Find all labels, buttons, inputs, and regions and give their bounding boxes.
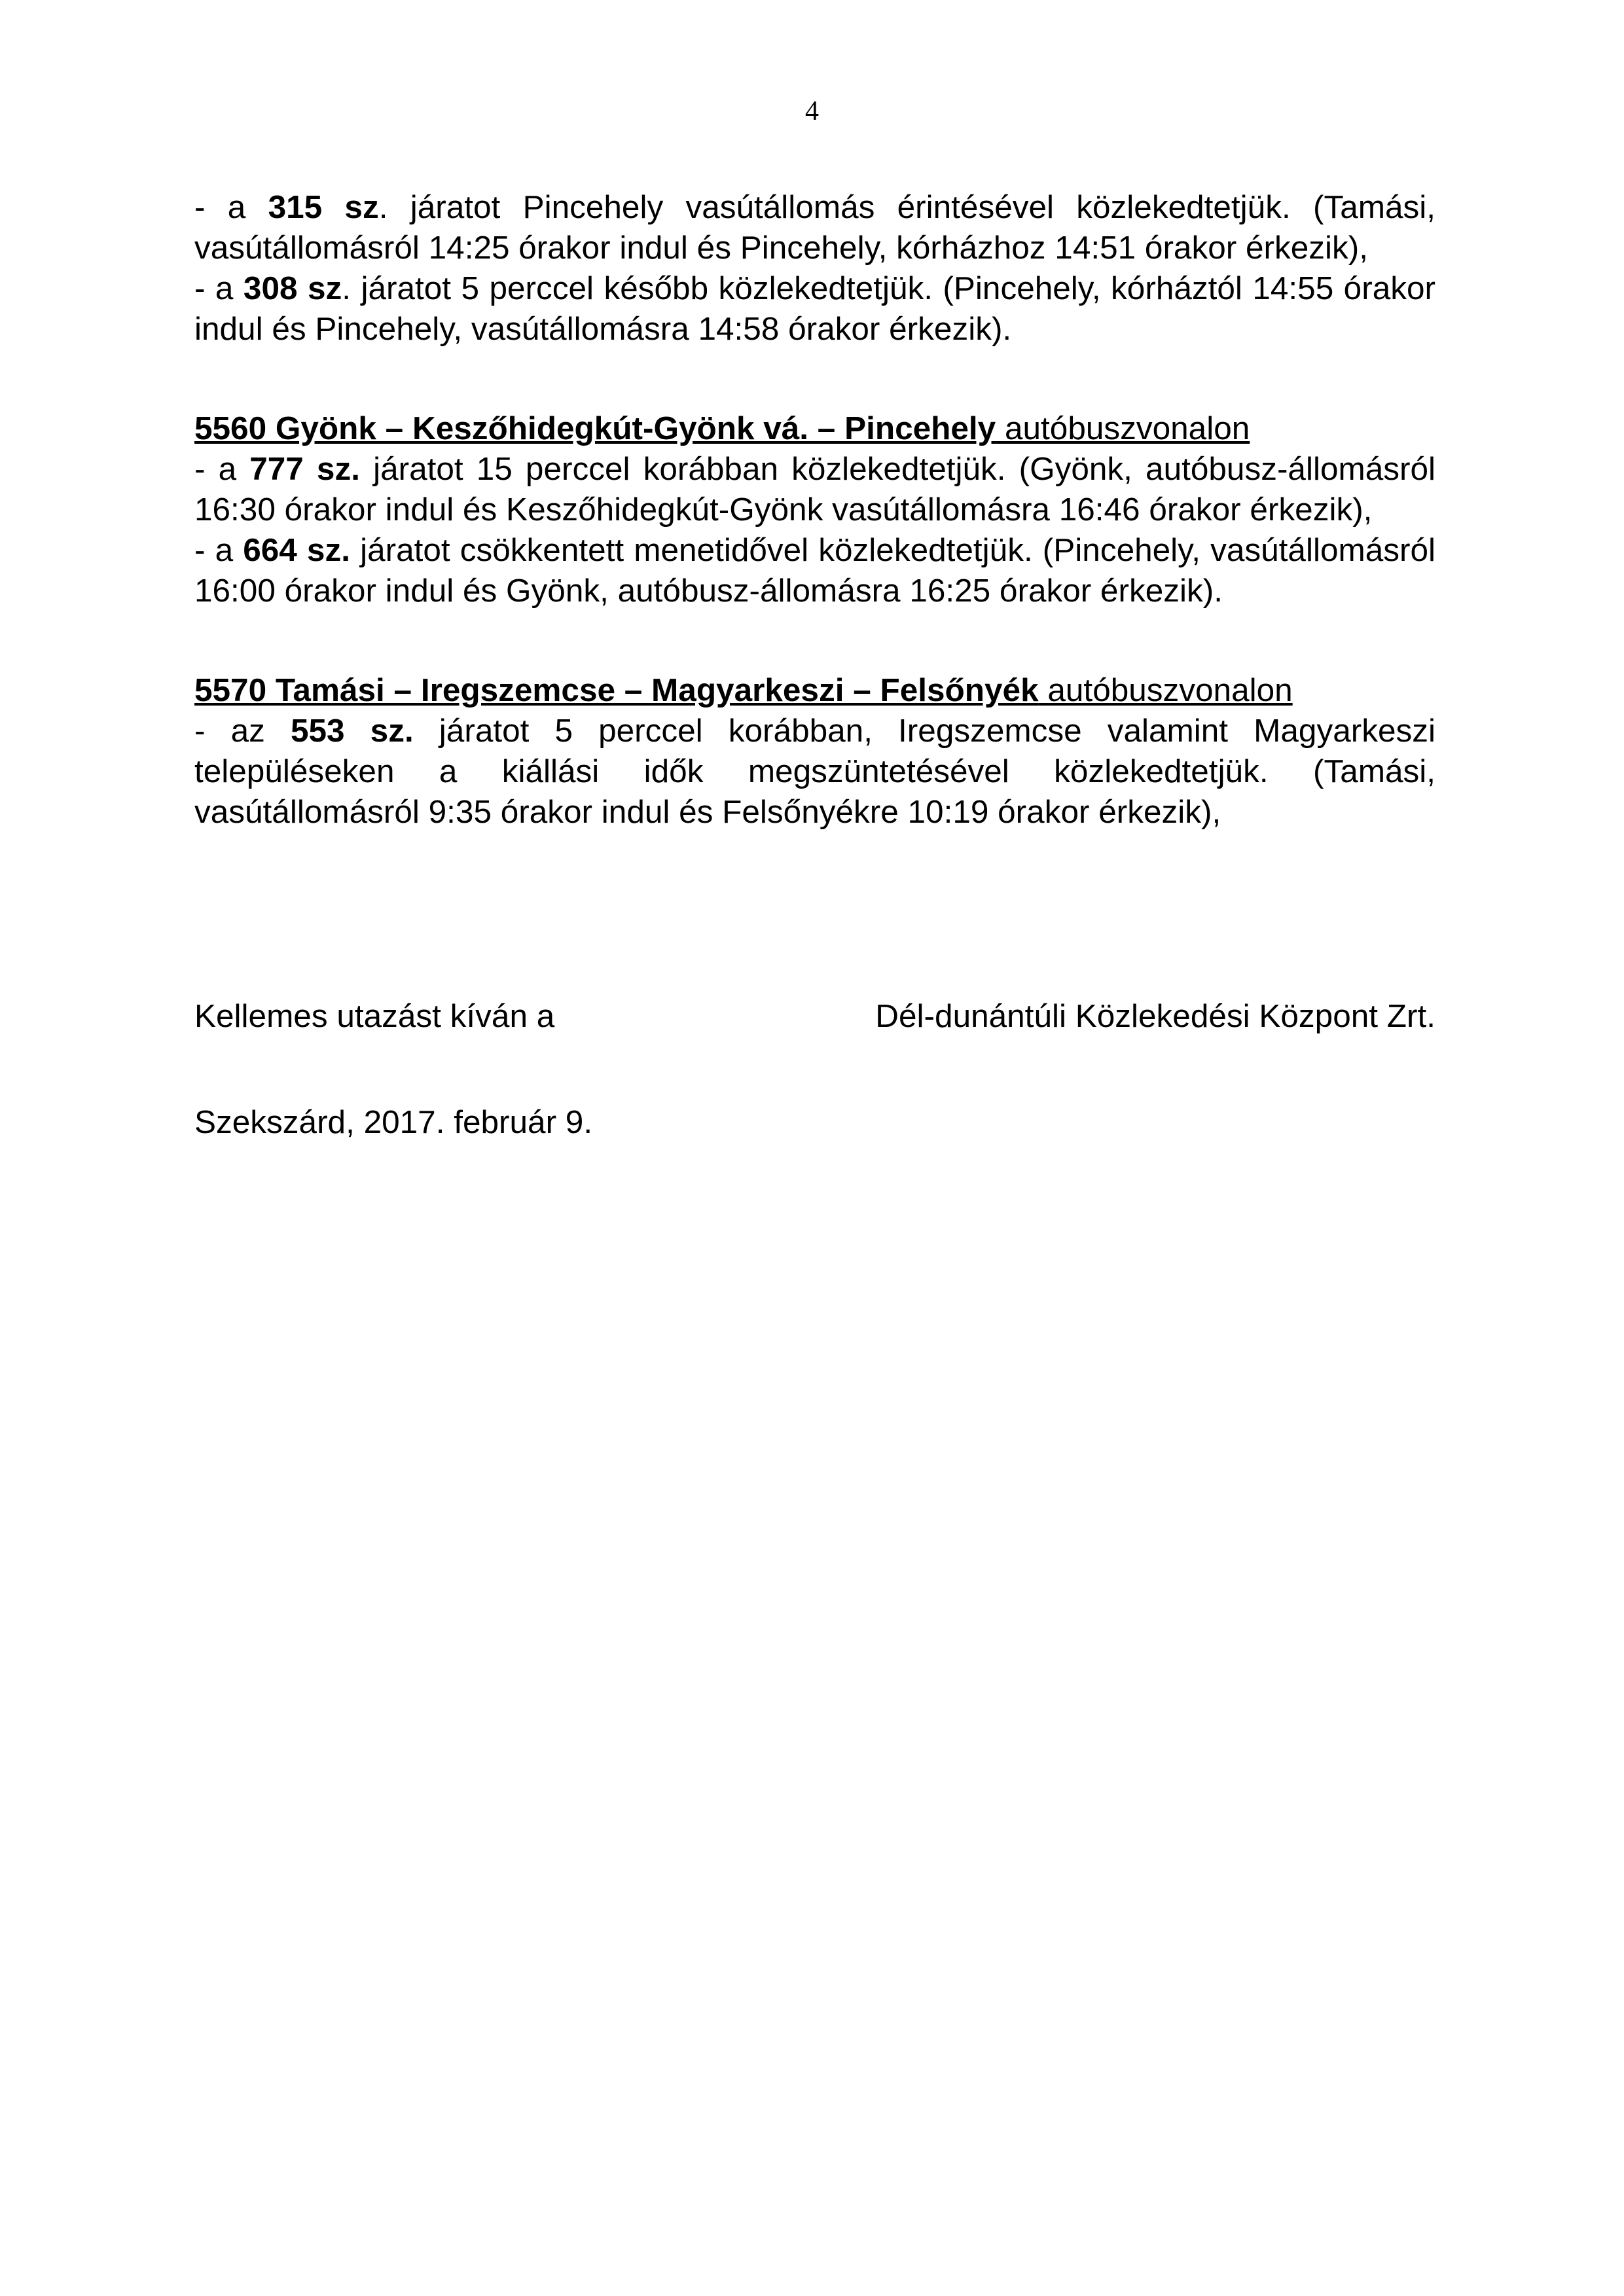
paragraph-line: 16:30 órakor indul és Keszőhidegkút-Gyönk vasútállomásra 16:46 órakor érkezik), [194, 492, 1373, 528]
line-text: járatot csökkentett menetidővel közlekedtetjük. (Pincehely, vasútállomásról [350, 532, 1435, 568]
line-text: járatot 5 perccel korábban, Iregszemcse valamint Magyarkeszi [413, 713, 1435, 749]
line-prefix: - az [194, 713, 291, 749]
closing-row [194, 996, 1435, 1037]
line-text: . járatot 5 perccel később közlekedtetjük. (Pincehely, kórháztól 14:55 órakor [342, 270, 1435, 306]
spacer [194, 1037, 1435, 1102]
paragraph-line [194, 711, 1435, 751]
spacer [194, 611, 1435, 670]
route-name: 5570 Tamási – Iregszemcse – Magyarkeszi – Felsőnyék [194, 672, 1039, 708]
trip-number: 777 sz. [249, 451, 360, 487]
route-heading [194, 670, 1435, 711]
place-date: Szekszárd, 2017. február 9. [194, 1104, 593, 1140]
line-prefix: - a [194, 189, 268, 225]
paragraph-line: 16:00 órakor indul és Gyönk, autóbusz-állomásra 16:25 órakor érkezik). [194, 573, 1223, 609]
route-name: 5560 Gyönk – Keszőhidegkút-Gyönk vá. – Pincehely [194, 410, 996, 446]
document-body [194, 187, 1435, 1143]
spacer [194, 833, 1435, 996]
paragraph-line [194, 268, 1435, 309]
route-heading [194, 408, 1435, 449]
route-suffix: autóbuszvonalon [1038, 672, 1293, 708]
section-route-315-308 [194, 187, 1435, 350]
closing-greeting: Kellemes utazást kíván a [194, 998, 555, 1034]
paragraph-line: vasútállomásról 9:35 órakor indul és Felsőnyékre 10:19 órakor érkezik), [194, 794, 1221, 830]
page-number: 4 [805, 96, 819, 126]
paragraph-line: vasútállomásról 14:25 órakor indul és Pincehely, kórházhoz 14:51 órakor érkezik), [194, 230, 1368, 266]
line-prefix: - a [194, 451, 250, 487]
line-text: . járatot Pincehely vasútállomás érintésével közlekedtetjük. (Tamási, [378, 189, 1435, 225]
paragraph-line [194, 449, 1435, 490]
section-route-5560 [194, 408, 1435, 611]
line-text: járatot 15 perccel korábban közlekedtetjük. (Gyönk, autóbusz-állomásról [359, 451, 1436, 487]
paragraph-line [194, 187, 1435, 228]
paragraph-line [194, 530, 1435, 571]
closing-signatory: Dél-dunántúli Közlekedési Központ Zrt. [875, 998, 1435, 1034]
route-suffix: autóbuszvonalon [996, 410, 1250, 446]
trip-number: 664 sz. [243, 532, 350, 568]
section-route-5570 [194, 670, 1435, 833]
line-prefix: - a [194, 270, 244, 306]
spacer [194, 350, 1435, 408]
trip-number: 315 sz [268, 189, 379, 225]
line-prefix: - a [194, 532, 244, 568]
paragraph-line: településeken a kiállási idők megszüntetésével közlekedtetjük. (Tamási, [194, 753, 1435, 789]
trip-number: 308 sz [243, 270, 342, 306]
paragraph-line: indul és Pincehely, vasútállomásra 14:58 órakor érkezik). [194, 311, 1012, 347]
trip-number: 553 sz. [290, 713, 414, 749]
